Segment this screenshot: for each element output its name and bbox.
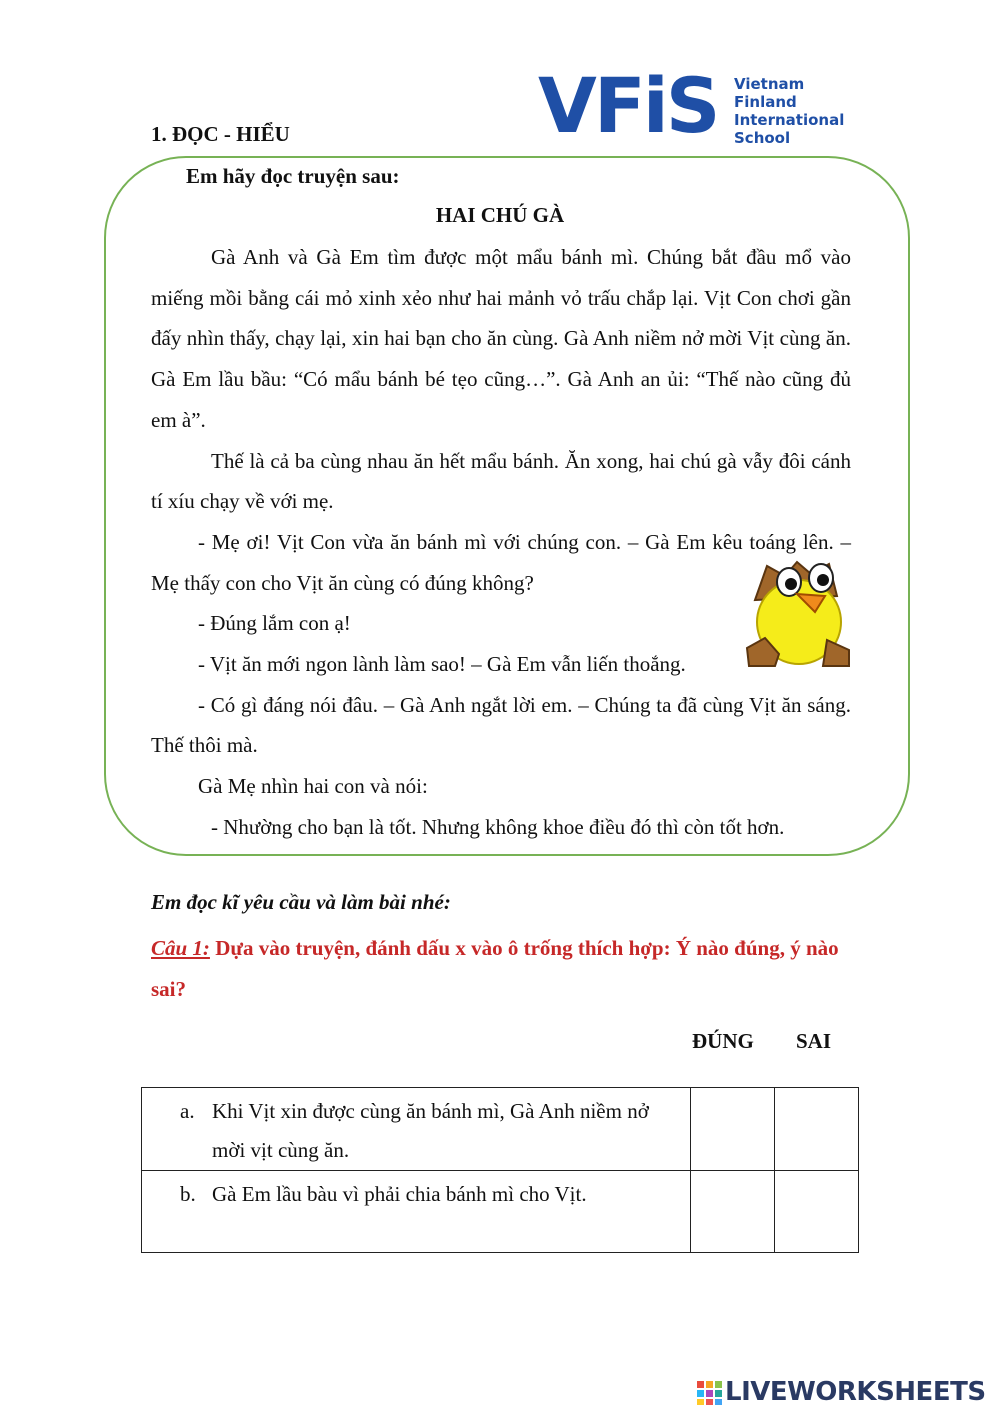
checkbox-false-a[interactable] <box>775 1088 859 1171</box>
statement-cell <box>142 1088 691 1171</box>
logo-line: Finland <box>734 93 797 111</box>
story-title: HAI CHÚ GÀ <box>435 203 565 227</box>
story-paragraph: Thế là cả ba cùng nhau ăn hết mẩu bánh. Ăn xong, hai chú gà vẫy đôi cánh tí xíu chạy về với mẹ. <box>151 448 851 514</box>
story-text <box>151 237 851 848</box>
question-text: Dựa vào truyện, đánh dấu x vào ô trống thích hợp: Ý nào đúng, ý nào sai? <box>151 936 839 1001</box>
logo-letters: VFiS <box>538 61 718 150</box>
story-intro: Em hãy đọc truyện sau: <box>186 164 400 188</box>
story-paragraph: - Đúng lắm con ạ! <box>198 611 351 636</box>
instruction: Em đọc kĩ yêu cầu và làm bài nhé: <box>151 890 451 914</box>
story-paragraph: Gà Mẹ nhìn hai con và nói: <box>198 774 428 799</box>
statement-text: Gà Em lầu bàu vì phải chia bánh mì cho Vịt. <box>212 1182 587 1206</box>
question-label: Câu 1: <box>151 936 210 960</box>
story-paragraph: - Vịt ăn mới ngon lành làm sao! – Gà Em vẫn liến thoắng. <box>198 652 686 677</box>
section-title: 1. ĐỌC - HIỂU <box>151 122 290 146</box>
table-row <box>142 1171 859 1253</box>
table-row <box>142 1088 859 1171</box>
checkbox-true-b[interactable] <box>691 1171 775 1253</box>
story-paragraph: - Nhường cho bạn là tốt. Nhưng không khoe điều đó thì còn tốt hơn. <box>211 814 785 839</box>
logo-line: School <box>734 129 791 147</box>
statement-cell <box>142 1171 691 1253</box>
statement-letter: b. <box>180 1182 196 1206</box>
answer-table <box>141 1087 859 1253</box>
story-paragraph: Gà Anh và Gà Em tìm được một mẩu bánh mì. Chúng bắt đầu mổ vào miếng mồi bằng cái mỏ xinh xẻo như hai mảnh vỏ trấu chắp lại. Vịt Con chơi gần đấy nhìn thấy, chạy lại, xin hai bạn cho ăn cùng. Gà Anh niềm nở mời Vịt cùng ăn. Gà Em lầu bầu: “Có mẩu bánh bé tẹo cũng…”. Gà Anh an ủi: “Thế nào cũng đủ em à”. <box>151 245 851 432</box>
story-paragraph: - Có gì đáng nói đâu. – Gà Anh ngắt lời em. – Chúng ta đã cùng Vịt ăn sáng. Thế thôi mà. <box>151 692 851 758</box>
statement-text: Khi Vịt xin được cùng ăn bánh mì, Gà Anh niềm nở mời vịt cùng ăn. <box>212 1099 649 1162</box>
logo-line: Vietnam <box>734 75 805 93</box>
logo-school-name <box>734 75 844 147</box>
story-paragraph: - Mẹ ơi! Vịt Con vừa ăn bánh mì với chúng con. – Gà Em kêu toáng lên. – Mẹ thấy con cho Vịt ăn cùng có đúng không? <box>151 529 851 595</box>
brand-name: LIVEWORKSHEETS <box>725 1377 986 1407</box>
question-1 <box>151 928 851 1010</box>
checkbox-true-a[interactable] <box>691 1088 775 1171</box>
liveworksheets-brand <box>697 1375 997 1409</box>
column-header-true: ĐÚNG <box>692 1029 754 1053</box>
liveworksheets-logo-icon <box>697 1381 723 1405</box>
checkbox-false-b[interactable] <box>775 1171 859 1253</box>
column-header-false: SAI <box>796 1029 832 1053</box>
logo-line: International <box>734 111 845 129</box>
chick-illustration <box>745 560 851 668</box>
statement-letter: a. <box>180 1099 195 1123</box>
vfis-logo <box>538 61 858 152</box>
